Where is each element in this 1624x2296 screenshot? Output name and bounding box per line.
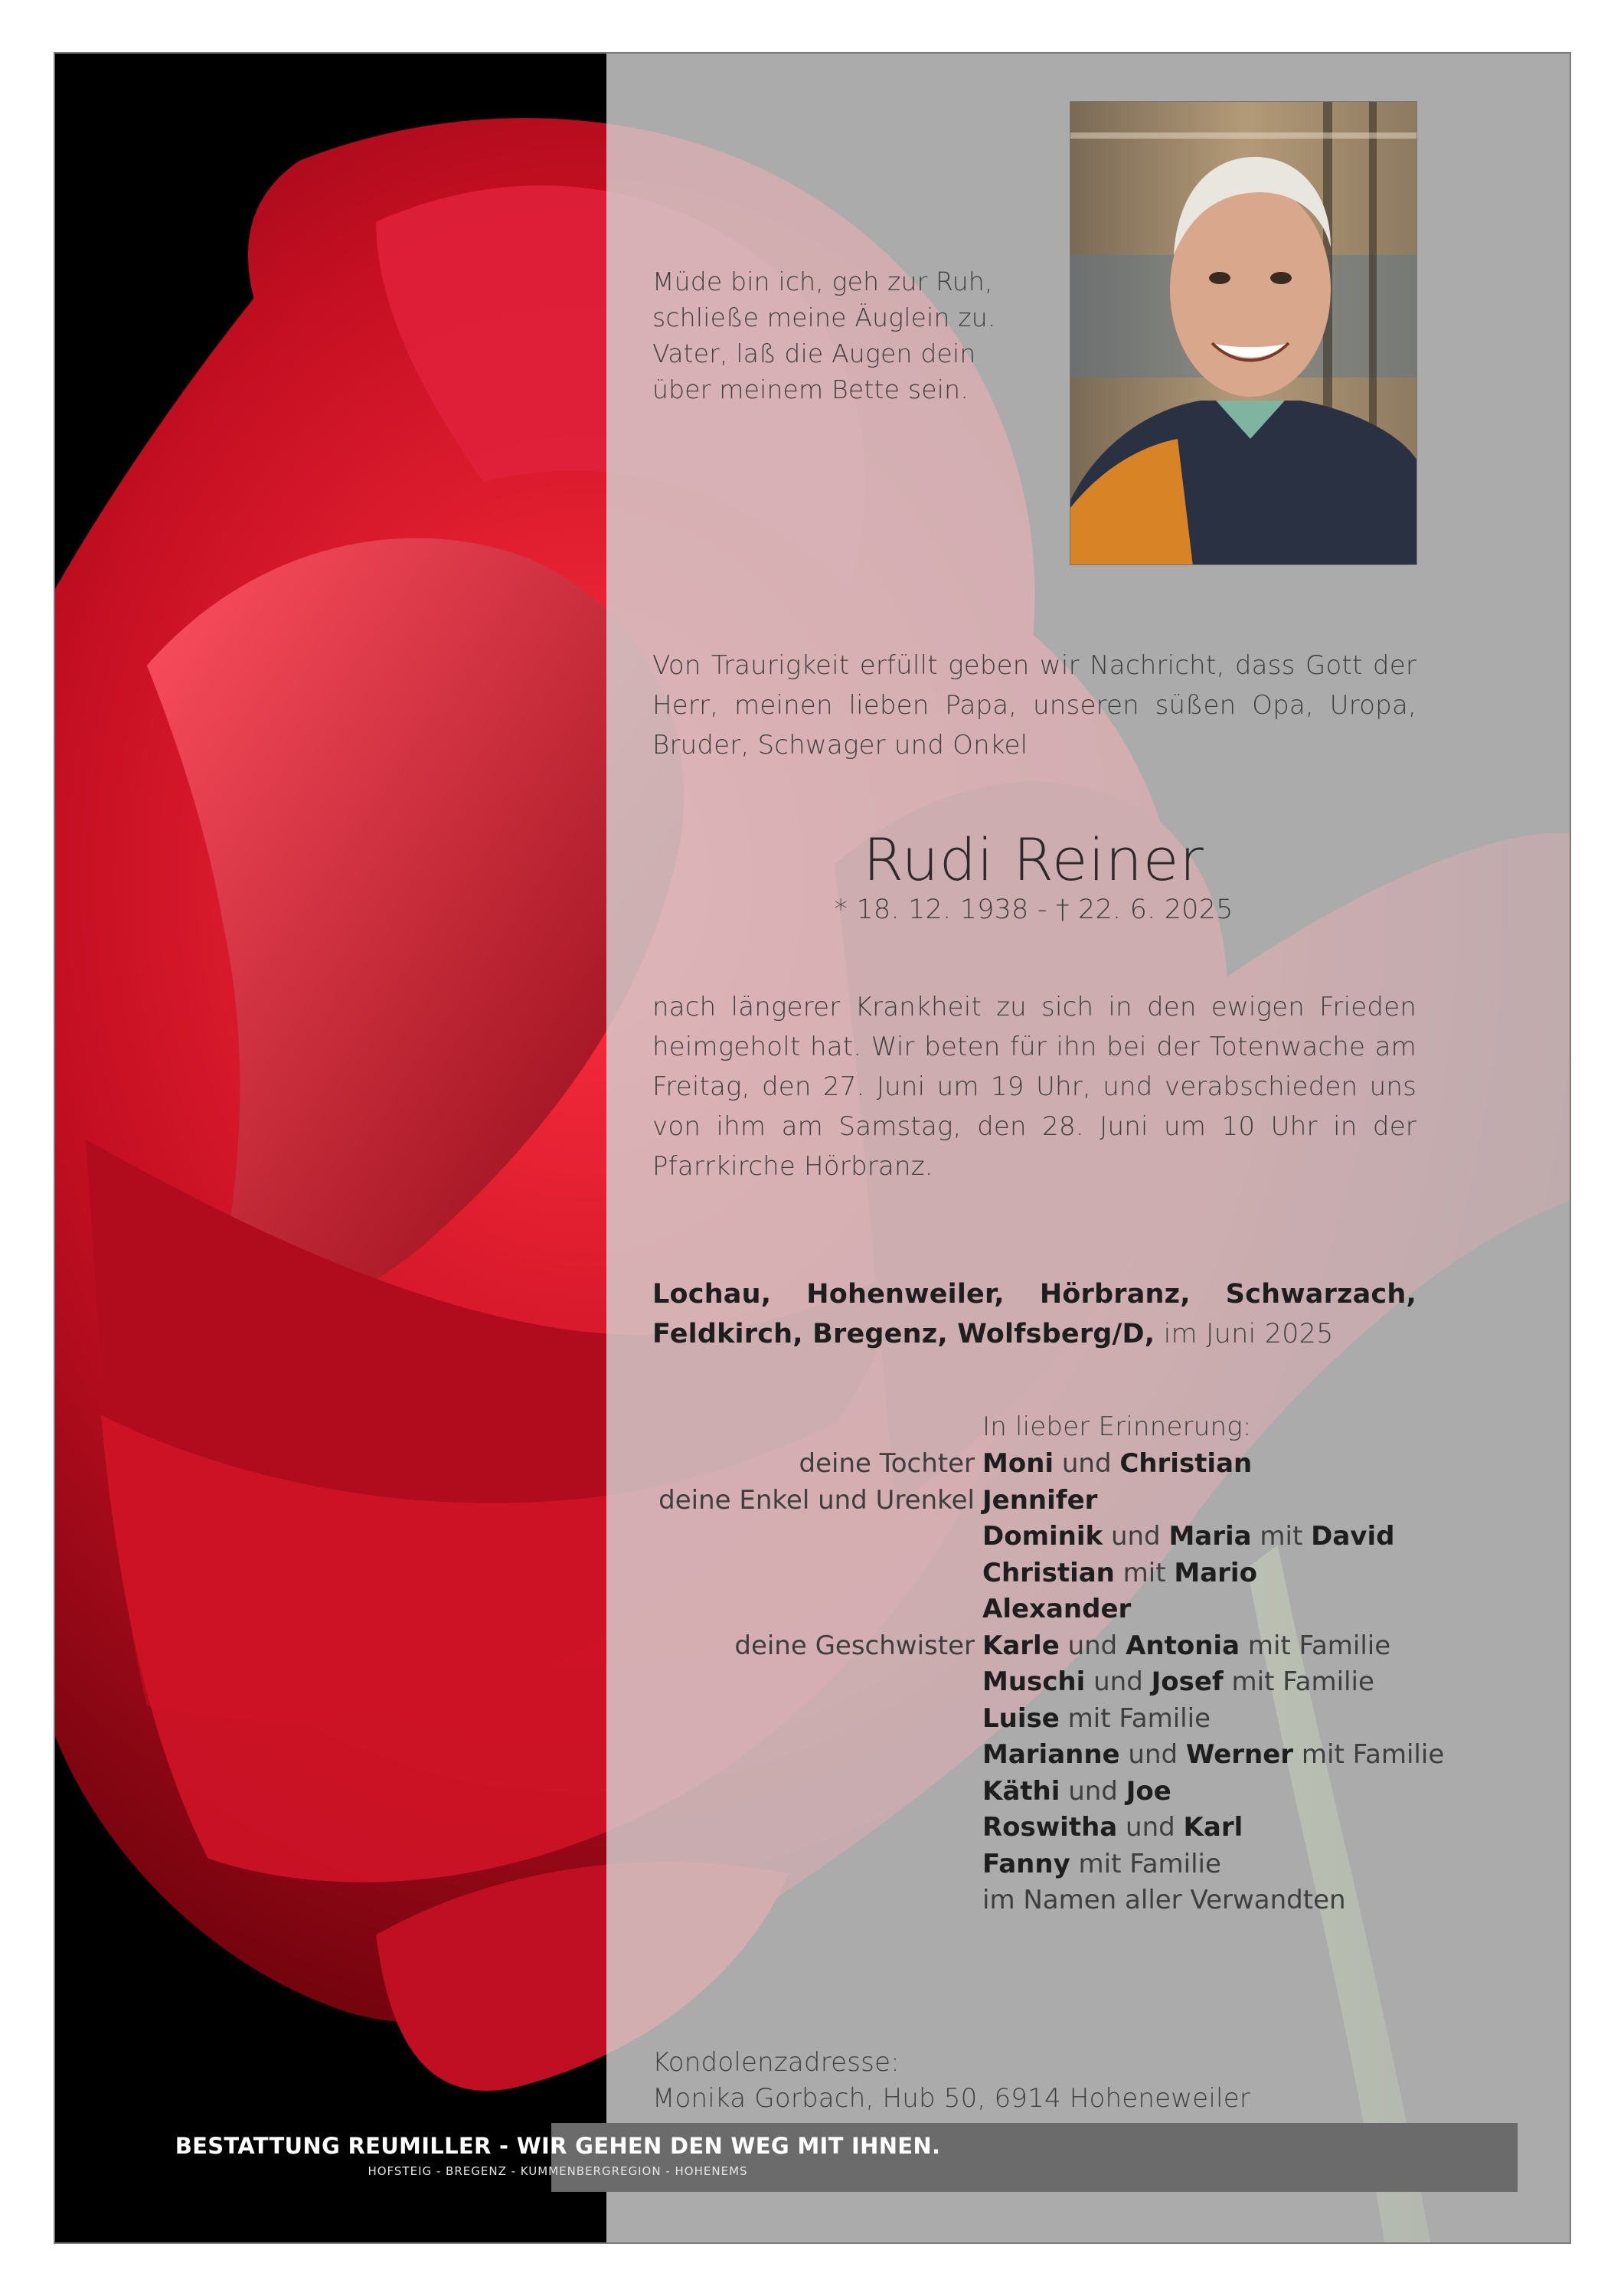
mourner-names <box>982 1737 1444 1773</box>
mourner-names <box>982 1483 1097 1519</box>
places-list: Lochau, Hohenweiler, Hörbranz, Schwarzach, Feldkirch, Bregenz, Wolfsberg/D, <box>652 1279 1417 1349</box>
mourner-connector: und <box>1060 1775 1126 1807</box>
mourner-names <box>982 1882 1346 1918</box>
mourner-name: Käthi <box>982 1775 1060 1807</box>
mourner-names <box>982 1774 1171 1810</box>
mourner-names <box>982 1555 1257 1591</box>
mourner-name: Marianne <box>982 1739 1120 1770</box>
mourner-name: Maria <box>1168 1521 1252 1552</box>
mourner-connector: und <box>1085 1666 1152 1697</box>
intro-text: Von Traurigkeit erfüllt geben wir Nachricht, dass Gott der Herr, meinen lieben Papa, unseren süßen Opa, Uropa, Bruder, Schwager und Onkel <box>652 650 1417 760</box>
portrait-image <box>1070 102 1417 565</box>
mourner-name: Mario <box>1174 1557 1257 1588</box>
mourner-name: Muschi <box>982 1666 1086 1697</box>
footer-subtitle: HOFSTEIG - BREGENZ - KUMMENBERGREGION - HOHENEMS <box>368 2164 748 2178</box>
mourner-name: Joe <box>1126 1775 1171 1807</box>
mourner-connector: mit Familie <box>1059 1702 1211 1734</box>
life-dates: * 18. 12. 1938 - † 22. 6. 2025 <box>834 895 1234 925</box>
mourner-name: Werner <box>1185 1739 1294 1770</box>
mourner-connector: und <box>1103 1521 1169 1552</box>
mourner-connector: mit <box>1251 1521 1312 1552</box>
mourner-name: Christian <box>982 1557 1115 1588</box>
mourner-row <box>0 1810 1624 1846</box>
places-and-date <box>652 1274 1417 1354</box>
mourner-row <box>0 1846 1624 1882</box>
condolence-address: Monika Gorbach, Hub 50, 6914 Hoheneweiler <box>652 2083 1251 2114</box>
poem-line: über meinem Bette sein. <box>652 374 969 404</box>
mourner-row <box>0 1591 1624 1627</box>
mourner-connector: mit Familie <box>1070 1848 1221 1879</box>
portrait-photo <box>1070 101 1417 565</box>
mourner-row <box>0 1664 1624 1700</box>
mourner-row <box>0 1483 1624 1519</box>
mourner-relation: deine Enkel und Urenkel <box>658 1484 975 1516</box>
mourner-name: Roswitha <box>982 1812 1118 1843</box>
mourner-connector: und <box>1117 1812 1184 1843</box>
mourner-connector: und <box>1119 1739 1186 1770</box>
mourner-row <box>0 1774 1624 1810</box>
mourner-row <box>0 1519 1624 1555</box>
mourner-name: Luise <box>982 1702 1060 1734</box>
mourner-row <box>0 1737 1624 1773</box>
mourner-name: Karle <box>982 1630 1060 1661</box>
mourner-name: Antonia <box>1126 1630 1240 1661</box>
announcement-text: nach längerer Krankheit zu sich in den ewigen Frieden heimgeholt hat. Wir beten für ihn bei der Totenwache am Freitag, den 27. Juni um 19 Uhr, und verabschieden uns von ihm am Samstag, den 28. Juni um 10 Uhr in der Pfarrkirche Hörbranz. <box>652 992 1417 1182</box>
poem-line: schließe meine Äuglein zu. <box>652 303 996 332</box>
mourner-connector: im Namen aller Verwandten <box>982 1885 1346 1915</box>
footer-title: BESTATTUNG REUMILLER - WIR GEHEN DEN WEG MIT IHNEN. <box>175 2133 941 2159</box>
mourner-connector: und <box>1059 1630 1126 1661</box>
announcement-date: im Juni 2025 <box>1155 1319 1334 1349</box>
mourner-names <box>982 1628 1390 1664</box>
mourner-names <box>982 1664 1374 1700</box>
mourner-name: David <box>1311 1521 1395 1552</box>
mourner-name: Alexander <box>982 1594 1132 1624</box>
mourner-relation: deine Tochter <box>799 1448 975 1479</box>
mourner-relation: deine Geschwister <box>734 1630 975 1661</box>
mourner-name: Jennifer <box>982 1484 1098 1516</box>
mourner-names <box>982 1810 1243 1846</box>
mourner-names <box>982 1591 1131 1627</box>
mourner-row <box>0 1882 1624 1918</box>
mourner-names <box>982 1446 1252 1482</box>
mourner-connector: und <box>1054 1448 1120 1479</box>
poem-line: Müde bin ich, geh zur Ruh, <box>652 267 993 296</box>
mourner-name: Karl <box>1183 1812 1243 1843</box>
mourner-name: Josef <box>1151 1666 1224 1697</box>
mourner-names <box>982 1519 1394 1555</box>
mourner-names <box>982 1846 1221 1882</box>
mourner-connector: mit Familie <box>1293 1739 1445 1770</box>
mourner-row <box>0 1446 1624 1482</box>
mourner-connector: mit <box>1114 1557 1175 1588</box>
poem-line: Vater, laß die Augen dein <box>652 339 976 368</box>
mourner-row <box>0 1628 1624 1664</box>
mourner-name: Christian <box>1119 1448 1253 1479</box>
mourner-row <box>0 1555 1624 1591</box>
mourner-name: Fanny <box>982 1848 1070 1879</box>
mourner-name: Dominik <box>982 1521 1103 1552</box>
mourner-connector: mit Familie <box>1223 1666 1374 1697</box>
remembrance-heading: In lieber Erinnerung: <box>982 1411 1252 1442</box>
mourner-row <box>0 1701 1624 1737</box>
poem <box>652 263 1051 407</box>
mourner-name: Moni <box>982 1448 1054 1479</box>
deceased-name: Rudi Reiner <box>863 826 1204 894</box>
mourner-connector: mit Familie <box>1240 1630 1391 1661</box>
condolence-label: Kondolenzadresse: <box>652 2047 900 2078</box>
mourner-names <box>982 1701 1211 1737</box>
